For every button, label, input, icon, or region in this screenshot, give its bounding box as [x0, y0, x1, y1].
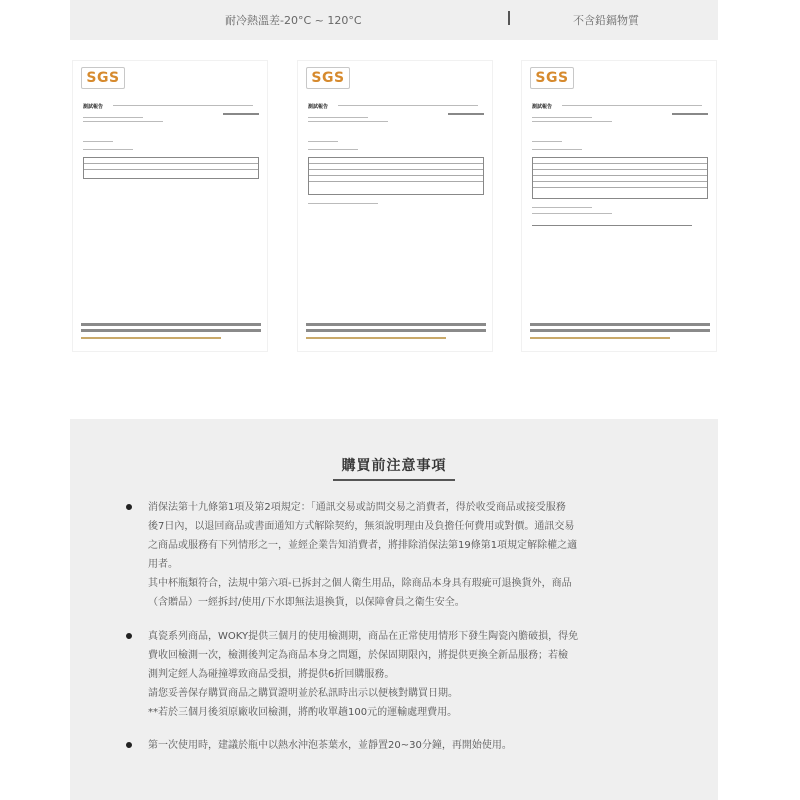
report-text-line	[532, 149, 582, 150]
notice-line: 真瓷系列商品，WOKY提供三個月的使用檢測期，商品在正常使用情形下發生陶瓷內膽破損，得免	[148, 631, 579, 642]
report-footer-note	[306, 337, 446, 339]
report-table	[308, 157, 484, 195]
report-note-line	[532, 225, 692, 226]
notice-line: 請您妥善保存購買商品之購買證明並於私訊時出示以便核對購買日期。	[148, 688, 458, 699]
report-note-line	[308, 203, 378, 204]
notice-item-text	[148, 627, 668, 722]
report-text-line	[308, 141, 338, 142]
sgs-logo: SGS	[81, 67, 125, 89]
report-footer	[530, 323, 710, 326]
sgs-logo: SGS	[530, 67, 574, 89]
notice-item-text	[148, 736, 668, 755]
sgs-logo: SGS	[306, 67, 350, 89]
notice-line: 用者。	[148, 559, 178, 570]
bullet-icon	[126, 742, 132, 748]
report-table	[532, 157, 708, 199]
report-header-line	[338, 105, 478, 106]
report-footer	[81, 323, 261, 326]
bullet-icon	[126, 633, 132, 639]
notice-line: **若於三個月後須原廠收回檢測，將酌收單趟100元的運輸處理費用。	[148, 707, 458, 718]
material-spec: 不含鉛鎘物質	[573, 14, 639, 27]
report-text-line	[83, 141, 113, 142]
spec-divider	[508, 11, 510, 25]
report-text-line	[83, 149, 133, 150]
report-footer	[306, 329, 486, 332]
report-text-line	[532, 121, 612, 122]
report-text-line	[83, 117, 143, 118]
notice-line: （含贈品）一經拆封/使用/下水即無法退換貨，以保障會員之衛生安全。	[148, 597, 465, 608]
report-note-line	[532, 207, 592, 208]
notice-line: 第一次使用時，建議於瓶中以熱水沖泡茶葉水，並靜置20~30分鐘，再開始使用。	[148, 740, 512, 751]
notice-item-text	[148, 498, 668, 612]
notice-line: 其中杯瓶類符合，法規中第六項-已拆封之個人衛生用品，除商品本身具有瑕疵可退換貨外，商品	[148, 578, 572, 589]
temperature-spec: 耐冷熱溫差-20°C ~ 120°C	[225, 14, 362, 27]
notice-title: 購買前注意事項	[341, 458, 447, 474]
report-text-line	[83, 121, 163, 122]
notice-line: 消保法第十九條第1項及第2項規定：「通訊交易或訪問交易之消費者，得於收受商品或接受服務	[148, 502, 566, 513]
report-barcode	[672, 113, 708, 115]
purchase-notice-panel	[70, 419, 718, 800]
notice-line: 後7日內，以退回商品或書面通知方式解除契約，無須說明理由及負擔任何費用或對價。通訊交易	[148, 521, 575, 532]
report-text-line	[532, 117, 592, 118]
report-note-line	[532, 213, 612, 214]
report-table	[83, 157, 259, 179]
notice-line: 費收回檢測一次，檢測後判定為商品本身之問題，於保固期限內，將提供更換全新品服務；若檢	[148, 650, 568, 661]
notice-line: 之商品或服務有下列情形之一，並經企業告知消費者，將排除消保法第19條第1項規定解除權之適	[148, 540, 578, 551]
notice-line: 測判定經人為碰撞導致商品受損，將提供6折回購服務。	[148, 669, 395, 680]
report-text-line	[532, 141, 562, 142]
report-footer	[306, 323, 486, 326]
report-text-line	[308, 149, 358, 150]
report-header-line	[562, 105, 702, 106]
report-barcode	[223, 113, 259, 115]
report-title: 測試報告	[308, 104, 329, 110]
report-text-line	[308, 121, 388, 122]
report-footer-note	[81, 337, 221, 339]
bullet-icon	[126, 504, 132, 510]
report-title: 測試報告	[83, 104, 104, 110]
sgs-report-3[interactable]	[521, 60, 717, 352]
report-barcode	[448, 113, 484, 115]
report-footer-note	[530, 337, 670, 339]
notice-title-underline	[333, 479, 455, 481]
report-header-line	[113, 105, 253, 106]
report-footer	[530, 329, 710, 332]
report-footer	[81, 329, 261, 332]
report-text-line	[308, 117, 368, 118]
report-title: 測試報告	[532, 104, 553, 110]
spec-bar	[70, 0, 718, 40]
sgs-report-2[interactable]	[297, 60, 493, 352]
sgs-report-1[interactable]	[72, 60, 268, 352]
